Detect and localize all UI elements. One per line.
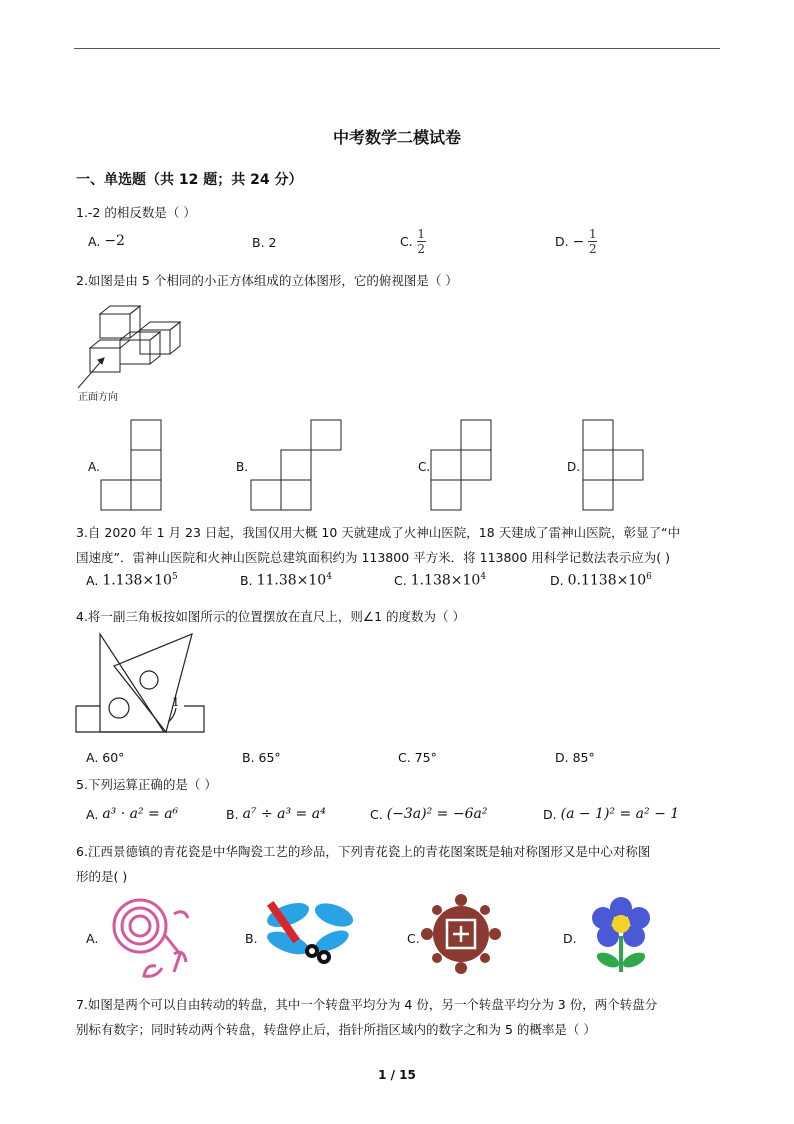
q2-option-a-figure bbox=[100, 418, 164, 512]
option-letter: A. bbox=[86, 572, 99, 588]
q6-stem-line1: 6.江西景德镇的青花瓷是中华陶瓷工艺的珍品，下列青花瓷上的青花图案既是轴对称图形又是中心对称图 bbox=[76, 844, 651, 859]
option-expression: a³ · a² = a⁶ bbox=[102, 806, 179, 822]
page-title: 中考数学二模试卷 bbox=[332, 128, 461, 147]
option-letter: C. bbox=[394, 572, 407, 588]
option-letter: A. bbox=[88, 233, 101, 249]
option-value: $11.38\times 10^4$ bbox=[256, 572, 332, 589]
option-letter: B. bbox=[226, 806, 239, 822]
q2-stem: 2.如图是由 5 个相同的小正方体组成的立体图形，它的俯视图是（ ） bbox=[76, 273, 458, 288]
q5-stem: 5.下列运算正确的是（ ） bbox=[76, 777, 217, 792]
q2-option-b[interactable]: B. bbox=[236, 460, 249, 474]
option-letter: C. bbox=[400, 234, 413, 249]
option-value: $0.1138\times 10^6$ bbox=[567, 572, 652, 589]
q2-option-d[interactable]: D. bbox=[567, 460, 581, 474]
q2-option-a[interactable]: A. bbox=[88, 460, 100, 474]
dragonfly-pattern bbox=[262, 893, 358, 977]
q6-option-b[interactable]: B. bbox=[245, 931, 258, 946]
option-letter: C. bbox=[370, 806, 383, 822]
flower-pattern bbox=[588, 896, 654, 976]
q4-option-a[interactable]: A. 60° bbox=[86, 750, 125, 765]
q4-option-b[interactable]: B. 65° bbox=[242, 750, 281, 765]
q7-stem-line1: 7.如图是两个可以自由转动的转盘，其中一个转盘平均分为 4 份，另一个转盘平均分为 3 份，两个转盘分 bbox=[76, 997, 658, 1012]
q2-option-d-figure bbox=[582, 418, 646, 512]
rose-pattern bbox=[104, 894, 190, 978]
fraction: $\frac{1}{2}$ bbox=[589, 227, 597, 256]
q3-stem-line2: 国速度”．雷神山医院和火神山医院总建筑面积约为 113800 平方米．将 113800 用科学记数法表示应为( ) bbox=[76, 550, 671, 565]
q4-option-c[interactable]: C. 75° bbox=[398, 750, 437, 765]
medallion-pattern bbox=[420, 892, 502, 976]
option-value: $1.138\times 10^4$ bbox=[410, 572, 487, 589]
option-value: $1.138\times 10^5$ bbox=[102, 572, 178, 589]
q5-option-b[interactable] bbox=[226, 806, 326, 822]
q7-stem-line2: 别标有数字；同时转动两个转盘，转盘停止后，指针所指区域内的数字之和为 5 的概率是（ ） bbox=[76, 1022, 596, 1037]
q1-stem: 1.-2 的相反数是（ ） bbox=[76, 205, 196, 220]
option-expression: (−3a)² = −6a² bbox=[386, 806, 488, 822]
option-letter: D. bbox=[543, 806, 557, 822]
angle-1-label: 1 bbox=[172, 695, 180, 709]
q2-option-b-figure bbox=[250, 418, 344, 512]
q1-option-a[interactable] bbox=[88, 233, 125, 249]
front-direction-label: 正面方向 bbox=[78, 392, 118, 403]
triangle-ruler-figure bbox=[74, 628, 208, 736]
option-text: B. 2 bbox=[252, 235, 277, 250]
q6-option-c[interactable]: C. bbox=[407, 931, 420, 946]
q1-option-d[interactable] bbox=[555, 228, 597, 255]
option-expression: a⁷ ÷ a³ = a⁴ bbox=[242, 806, 326, 822]
q2-option-c[interactable]: C. bbox=[418, 460, 431, 474]
fraction: $\frac{1}{2}$ bbox=[417, 227, 426, 256]
option-expression: (a − 1)² = a² − 1 bbox=[560, 806, 680, 822]
q4-option-d[interactable]: D. 85° bbox=[555, 750, 595, 765]
q2-option-c-figure bbox=[430, 418, 494, 512]
q6-stem-line2: 形的是( ) bbox=[76, 869, 128, 884]
option-letter: D. bbox=[555, 234, 569, 249]
q3-option-c[interactable] bbox=[394, 572, 486, 589]
q6-option-d[interactable]: D. bbox=[563, 931, 577, 946]
option-letter: B. bbox=[240, 572, 253, 588]
q5-option-d[interactable] bbox=[543, 806, 679, 822]
q5-option-a[interactable] bbox=[86, 806, 178, 822]
option-value: −2 bbox=[104, 233, 125, 249]
q4-stem: 4.将一副三角板按如图所示的位置摆放在直尺上，则∠1 的度数为（ ） bbox=[76, 609, 466, 624]
header-rule bbox=[74, 48, 720, 49]
q6-option-a[interactable]: A. bbox=[86, 931, 99, 946]
q1-option-b[interactable] bbox=[252, 235, 276, 250]
q1-option-c[interactable] bbox=[400, 228, 426, 255]
page-number: 1 / 15 bbox=[378, 1068, 416, 1082]
option-letter: D. bbox=[550, 572, 564, 588]
section-heading: 一、单选题（共 12 题；共 24 分） bbox=[76, 172, 303, 188]
q3-option-d[interactable] bbox=[550, 572, 652, 589]
cube-figure bbox=[74, 296, 194, 406]
q5-option-c[interactable] bbox=[370, 806, 487, 822]
q3-option-a[interactable] bbox=[86, 572, 178, 589]
q3-stem-line1: 3.自 2020 年 1 月 23 日起，我国仅用大概 10 天就建成了火神山医院，18 天建成了雷神山医院，彰显了“中 bbox=[76, 525, 681, 540]
option-letter: A. bbox=[86, 806, 99, 822]
q3-option-b[interactable] bbox=[240, 572, 332, 589]
minus-sign: − bbox=[572, 233, 585, 250]
